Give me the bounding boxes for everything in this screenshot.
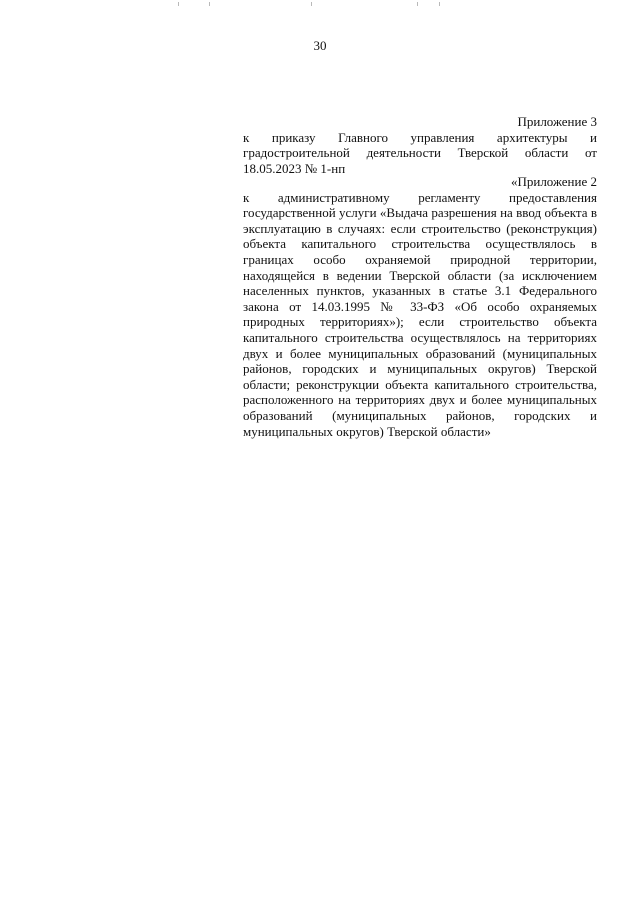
scan-mark bbox=[178, 2, 179, 6]
annex-2-line: к административному регламенту предоставления bbox=[243, 189, 597, 205]
annex-2-line: закона от 14.03.1995 № 33-ФЗ «Об особо охраняемых bbox=[243, 298, 597, 314]
annex-2-block bbox=[243, 174, 597, 439]
annex-2-line: расположенного на территориях двух и более муниципальных bbox=[243, 392, 597, 408]
scan-mark bbox=[439, 2, 440, 6]
annex-2-line: муниципальных округов) Тверской области» bbox=[243, 423, 491, 439]
annex-2-title: «Приложение 2 bbox=[510, 174, 597, 189]
annex-2-line: районов, городских и муниципальных округов) Тверской bbox=[243, 361, 597, 377]
annex-3-title: Приложение 3 bbox=[517, 114, 597, 129]
annex-2-line: образований (муниципальных районов, городских и bbox=[243, 407, 597, 423]
scan-mark bbox=[311, 2, 312, 6]
annex-3-line: к приказу Главного управления архитектуры и bbox=[243, 129, 597, 145]
annex-2-line: эксплуатацию в случаях: если строительство (реконструкция) bbox=[243, 220, 597, 236]
annex-3-line: 18.05.2023 № 1-нп bbox=[243, 160, 346, 176]
annex-3-block bbox=[243, 114, 597, 176]
annex-2-line: населенных пунктов, указанных в статье 3.1 Федерального bbox=[243, 283, 597, 299]
scan-mark bbox=[209, 2, 210, 6]
annex-2-line: области; реконструкции объекта капитального строительства, bbox=[243, 376, 597, 392]
annex-2-line: находящейся в ведении Тверской области (за исключением bbox=[243, 267, 597, 283]
annex-2-line: природных территориях»); если строительство объекта bbox=[243, 314, 597, 330]
annex-2-line: границах особо охраняемой природной территории, bbox=[243, 251, 597, 267]
annex-2-line: государственной услуги «Выдача разрешения на ввод объекта в bbox=[243, 205, 597, 221]
annex-3-line: градостроительной деятельности Тверской области от bbox=[243, 145, 597, 161]
scan-edge-marks bbox=[0, 2, 640, 8]
scan-mark bbox=[417, 2, 418, 6]
annex-2-line: объекта капитального строительства осуществлялось в bbox=[243, 236, 597, 252]
annex-2-line: двух и более муниципальных образований (муниципальных bbox=[243, 345, 597, 361]
annex-2-line: капитального строительства осуществлялось на территориях bbox=[243, 329, 597, 345]
page-number: 30 bbox=[313, 38, 327, 53]
